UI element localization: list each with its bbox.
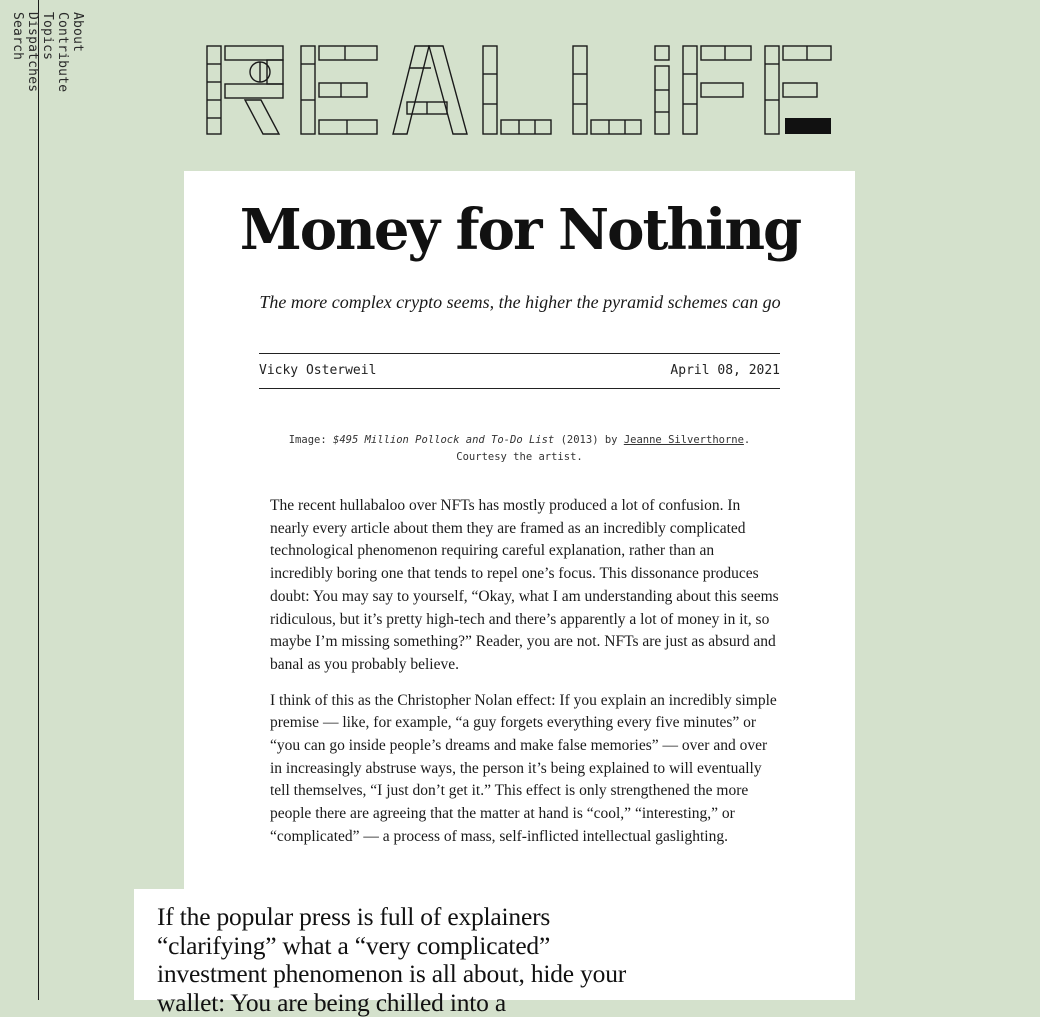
author-link[interactable]: Vicky Osterweil bbox=[259, 363, 377, 378]
caption-credit: Courtesy the artist. bbox=[456, 451, 583, 463]
nav-link-topics[interactable]: Topics bbox=[40, 12, 55, 61]
image-caption bbox=[184, 432, 855, 466]
nav-link-about[interactable]: About bbox=[70, 12, 85, 53]
caption-suffix: . bbox=[743, 434, 751, 446]
article-dek: The more complex crypto seems, the higher the pyramid schemes can go bbox=[259, 292, 781, 312]
byline-bar bbox=[259, 353, 780, 389]
paragraph: The recent hullabaloo over NFTs has mostly produced a lot of confusion. In nearly every article about them they are framed as an incredibly complicated technological phenomenon requiring careful explanation, rather than an incredibly boring one that tends to repel one’s focus. This dissonance produces doubt: You may say to yourself, “Okay, what I am understanding about this seems ridiculous, but it’s pretty high-tech and there’s apparently a lot of money in it, so maybe I’m missing something?” Reader, you are not. NFTs are just as absurd and banal as you probably believe. bbox=[270, 497, 779, 673]
logo-wordmark bbox=[205, 44, 835, 136]
nav-link-search[interactable]: Search bbox=[10, 12, 25, 61]
site-logo[interactable] bbox=[205, 44, 835, 136]
article-title: Money for Nothing bbox=[239, 197, 801, 263]
logo-cursor-block bbox=[785, 118, 831, 134]
nav-link-dispatches[interactable]: Dispatches bbox=[25, 12, 40, 93]
caption-prefix: Image: bbox=[288, 434, 333, 446]
article-body bbox=[270, 495, 780, 862]
caption-year: (2013) by bbox=[554, 434, 624, 446]
side-nav bbox=[10, 12, 85, 116]
nav-link-contribute[interactable]: Contribute bbox=[55, 12, 70, 93]
paragraph: I think of this as the Christopher Nolan effect: If you explain an incredibly simple premise — like, for example, “a guy forgets everything every five minutes” or “you can go inside people’s dreams and make false memories” — over and over in increasingly abstruse ways, the person it’s being explained to will eventually tell themselves, “I just don’t get it.” This effect is only strengthened the more people there are agreeing that the matter at hand is “cool,” “interesting,” or “complicated” — a process of mass, self-inflicted intellectual gaslighting. bbox=[270, 691, 777, 845]
caption-work-title: $495 Million Pollock and To-Do List bbox=[333, 434, 555, 446]
publish-date: April 08, 2021 bbox=[670, 363, 780, 378]
side-rail bbox=[0, 0, 85, 1000]
pull-quote bbox=[134, 889, 674, 1017]
pull-quote-text: If the popular press is full of explainers “clarifying” what a “very complicated” investment phenomenon is all about, hide your wallet: You are being chilled into a bbox=[157, 902, 627, 1017]
caption-artist-link[interactable]: Jeanne Silverthorne bbox=[623, 434, 744, 446]
